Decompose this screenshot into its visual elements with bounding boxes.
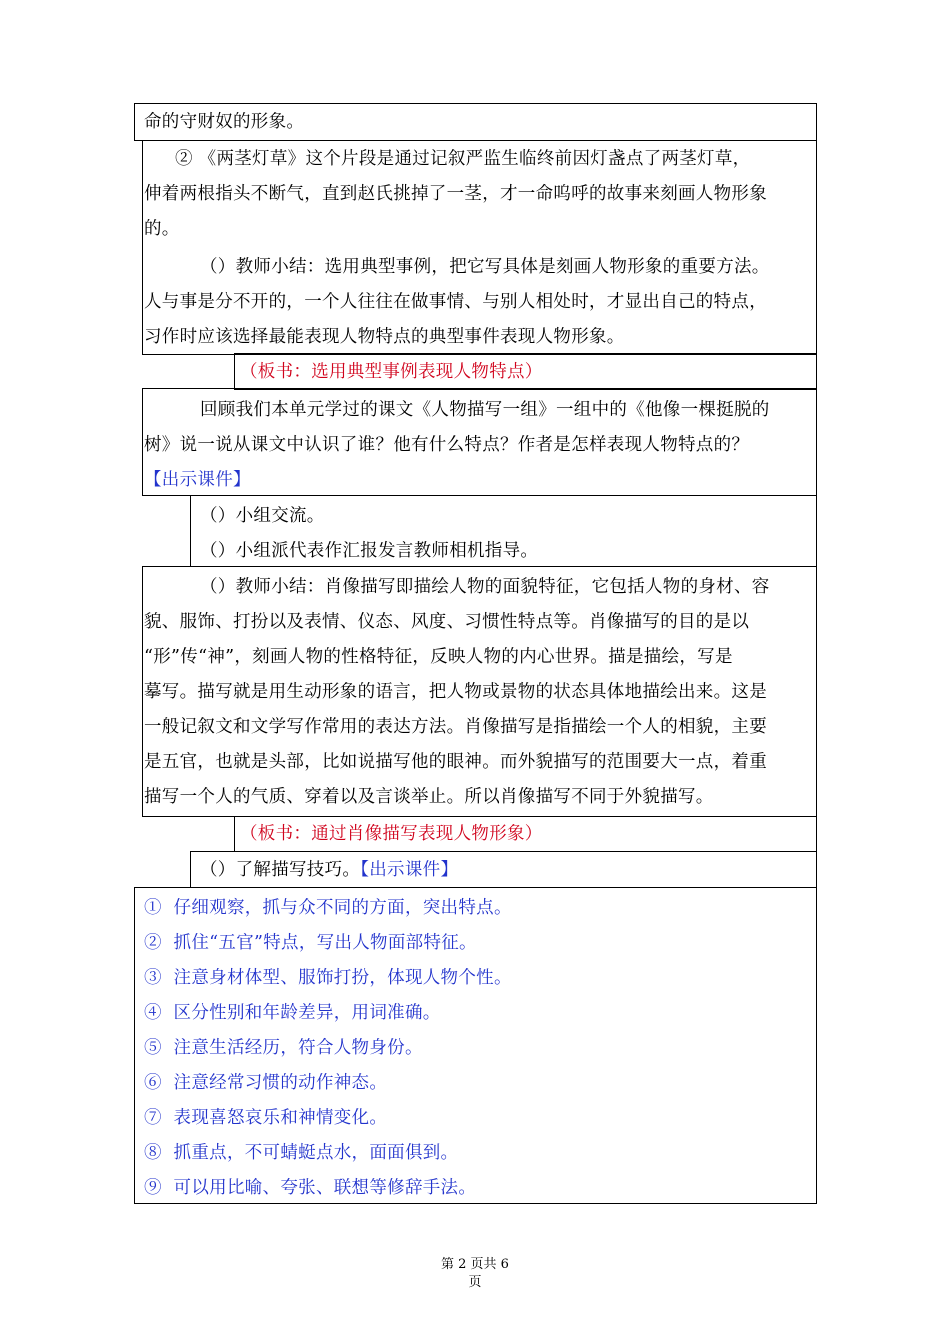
row6-line-4: 摹写。描写就是用生动形象的语言，把人物或景物的状态具体地描绘出来。这是 [144, 682, 767, 702]
row1-line-1: 命的守财奴的形象。 [144, 112, 305, 132]
row2-p2-line-2: 人与事是分不开的，一个人往往在做事情、与别人相处时，才显出自己的特点， [144, 292, 767, 312]
list-item [144, 1101, 387, 1136]
tip-text: 注意身材体型、服饰打扮，体现人物个性。 [173, 968, 512, 988]
page-number-line-1: 第 2 页共 6 [441, 1257, 509, 1272]
row5-text [200, 499, 538, 569]
row2-paragraph2-cont [144, 285, 767, 355]
row4-courseware-label: 【出示课件】 [144, 470, 251, 490]
list-item [144, 1136, 458, 1171]
tip-number: ④ [144, 1003, 162, 1023]
row6-line-5: 一般记叙文和文学写作常用的表达方法。肖像描写是指描绘一个人的相貌，主要 [144, 717, 767, 737]
row6-line-7: 描写一个人的气质、穿着以及言谈举止。所以肖像描写不同于外貌描写。 [144, 787, 714, 807]
page-number-line-2: 页 [468, 1275, 482, 1290]
row4-line-2: 树》说一说从课文中认识了谁？他有什么特点？作者是怎样表现人物特点的？ [144, 435, 750, 455]
row8-text [200, 853, 458, 888]
tip-number: ③ [144, 968, 162, 988]
tip-text: 区分性别和年龄差异，用词准确。 [173, 1003, 441, 1023]
tip-text: 注意生活经历，符合人物身份。 [173, 1038, 423, 1058]
list-item [144, 1066, 387, 1101]
row6-line-6: 是五官，也就是头部，比如说描写他的眼神。而外貌描写的范围要大一点，着重 [144, 752, 767, 772]
tip-number: ⑧ [144, 1143, 162, 1163]
row4-text [200, 393, 770, 428]
row8-courseware-label: 【出示课件】 [360, 860, 459, 880]
tip-text: 仔细观察，抓与众不同的方面，突出特点。 [173, 898, 512, 918]
row2-p2-line-1: （）教师小结：选用典型事例，把它写具体是刻画人物形象的重要方法。 [200, 257, 770, 277]
tip-number: ① [144, 898, 162, 918]
list-item [144, 996, 441, 1031]
row1-text [144, 105, 304, 140]
row6-line-2: 貌、服饰、打扮以及表情、仪态、风度、习惯性特点等。肖像描写的目的是以 [144, 612, 750, 632]
tip-text: 可以用比喻、夸张、联想等修辞手法。 [173, 1178, 477, 1198]
row6-line-3: “形”传“神”，刻画人物的性格特征，反映人物的内心世界。描是描绘，写是 [144, 647, 733, 667]
tip-text: 抓住“五官”特点，写出人物面部特征。 [173, 933, 477, 953]
tip-text: 注意经常习惯的动作神态。 [173, 1073, 388, 1093]
tip-number: ⑨ [144, 1178, 162, 1198]
tip-text: 抓重点，不可蜻蜓点水，面面俱到。 [173, 1143, 459, 1163]
list-item [144, 1031, 423, 1066]
row6-text [144, 605, 767, 815]
row5-line-2: （）小组派代表作汇报发言教师相机指导。 [200, 541, 539, 561]
tip-number: ② [144, 933, 162, 953]
tip-number: ⑤ [144, 1038, 162, 1058]
row2-paragraph1 [175, 142, 750, 177]
row2-p1-line-2: 伸着两根指头不断气，直到赵氏挑掉了一茎，才一命呜呼的故事来刻画人物形象 [144, 184, 767, 204]
row2-p1-line-3: 的。 [144, 219, 180, 239]
tip-number: ⑦ [144, 1108, 162, 1128]
tip-number: ⑥ [144, 1073, 162, 1093]
row5-line-1: （）小组交流。 [200, 506, 325, 526]
row6-text-first [200, 570, 770, 605]
row2-p2-line-3: 习作时应该选择最能表现人物特点的典型事件表现人物形象。 [144, 327, 625, 347]
row8-label: （）了解描写技巧。 [200, 860, 361, 880]
row6-line-1: （）教师小结：肖像描写即描绘人物的面貌特征，它包括人物的身材、容 [200, 577, 770, 597]
tip-text: 表现喜怒哀乐和神情变化。 [173, 1108, 388, 1128]
row2-paragraph1-cont [144, 177, 767, 247]
board-note-1: （板书：选用典型事例表现人物特点） [240, 362, 543, 382]
row2-paragraph2 [200, 250, 770, 285]
board-note-2: （板书：通过肖像描写表现人物形象） [240, 824, 543, 844]
list-item [144, 961, 512, 996]
list-item [144, 926, 477, 961]
list-item [144, 1171, 476, 1206]
row4-text-cont [144, 428, 749, 498]
page-footer [0, 1256, 950, 1292]
row4-line-1: 回顾我们本单元学过的课文《人物描写一组》一组中的《他像一棵挺脱的 [200, 400, 770, 420]
row2-p1-line-1: ② 《两茎灯草》这个片段是通过记叙严监生临终前因灯盏点了两茎灯草， [175, 149, 751, 169]
list-item [144, 891, 512, 926]
